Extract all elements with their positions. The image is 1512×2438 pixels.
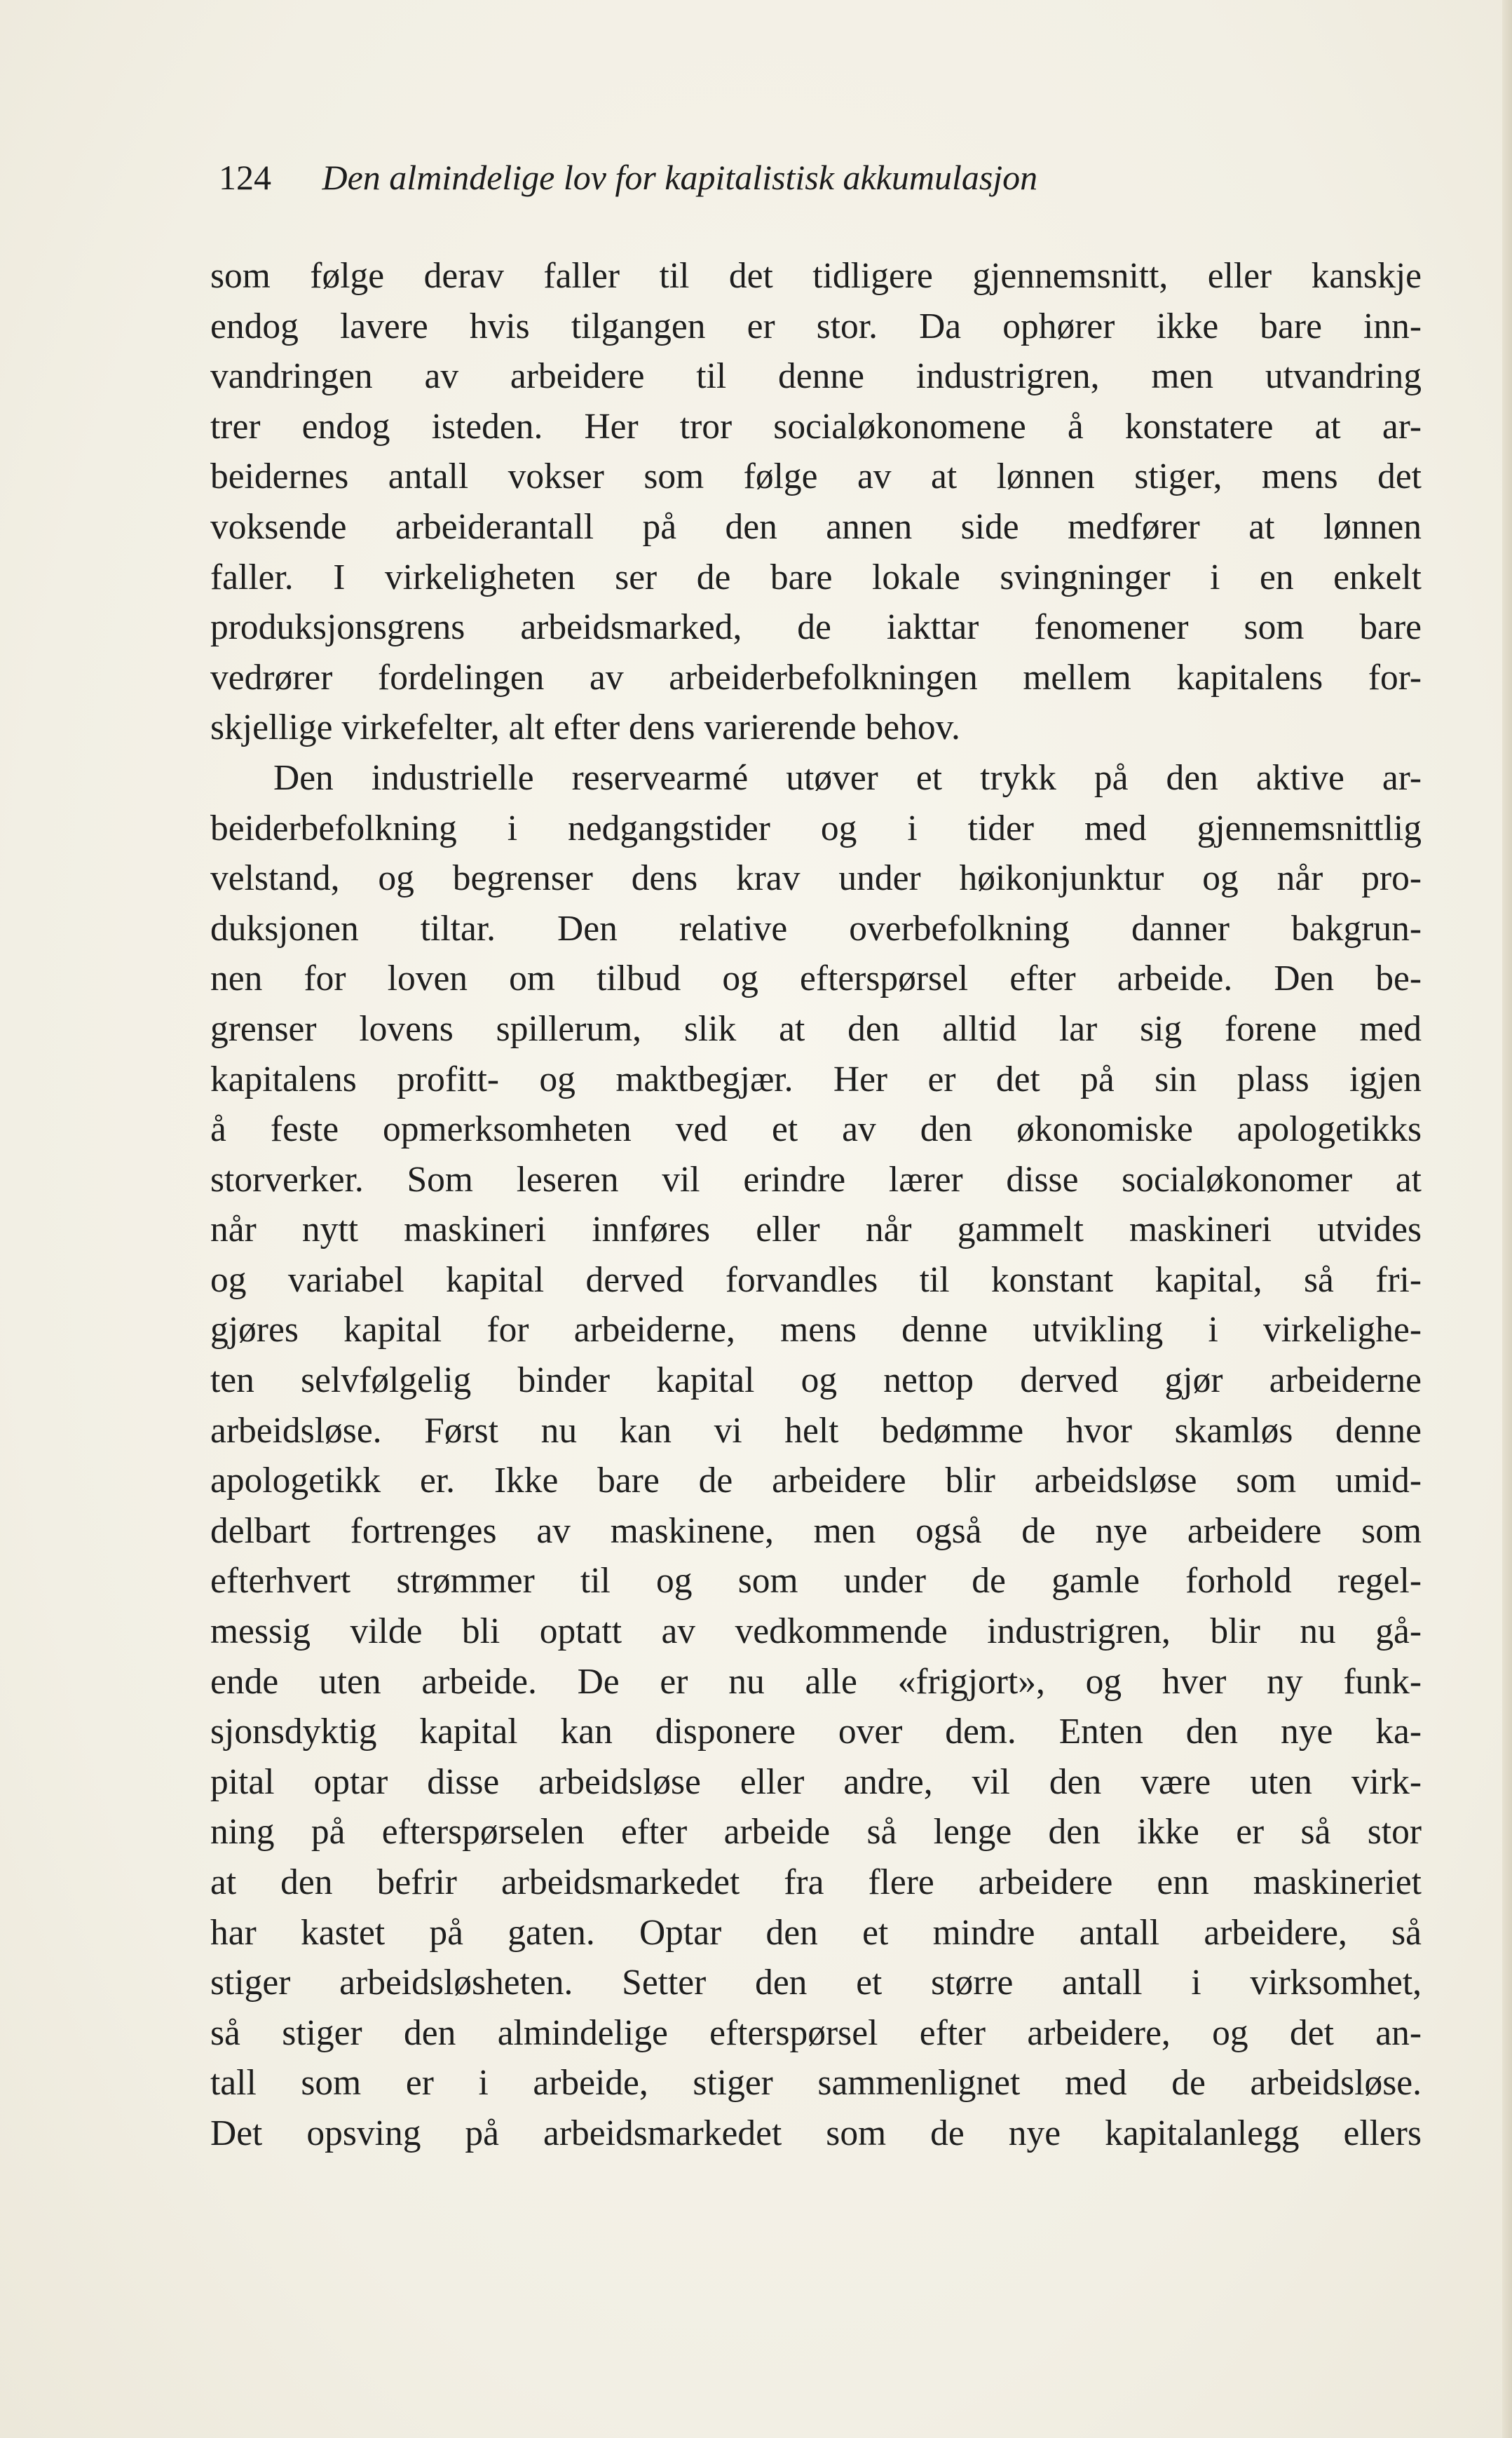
- text-line: efterhvert strømmer til og som under de gamle forhold regel-: [210, 1561, 1422, 1601]
- text-line: som følge derav faller til det tidligere gjennemsnitt, eller kanskje: [210, 256, 1422, 296]
- text-line: storverker. Som leseren vil erindre lærer disse socialøkonomer at: [210, 1159, 1422, 1200]
- text-line: når nytt maskineri innføres eller når gammelt maskineri utvides: [210, 1210, 1422, 1250]
- text-line: vandringen av arbeidere til denne industrigren, men utvandring: [210, 356, 1422, 397]
- paragraph-2: [210, 753, 1422, 2159]
- text-line: trer endog isteden. Her tror socialøkonomene å konstatere at ar-: [210, 406, 1422, 447]
- text-line: ning på efterspørselen efter arbeide så lenge den ikke er så stor: [210, 1812, 1422, 1853]
- text-line: kapitalens profitt- og maktbegjær. Her er det på sin plass igjen: [210, 1059, 1422, 1099]
- text-line: stiger arbeidsløsheten. Setter den et større antall i virksomhet,: [210, 1963, 1422, 2003]
- text-line: gjøres kapital for arbeiderne, mens denne utvikling i virkelighe-: [210, 1310, 1422, 1350]
- text-line: duksjonen tiltar. Den relative overbefolkning danner bakgrun-: [210, 908, 1422, 949]
- page-edge: [1502, 0, 1512, 2438]
- text-line: så stiger den almindelige efterspørsel efter arbeidere, og det an-: [210, 2012, 1422, 2053]
- page-number: 124: [219, 158, 271, 197]
- paragraph-1: [210, 251, 1422, 753]
- text-line: ten selvfølgelig binder kapital og nettop derved gjør arbeiderne: [210, 1360, 1422, 1401]
- text-line: apologetikk er. Ikke bare de arbeidere blir arbeidsløse som umid-: [210, 1461, 1422, 1501]
- text-line: beiderbefolkning i nedgangstider og i tider med gjennemsnittlig: [210, 808, 1422, 848]
- text-line: at den befrir arbeidsmarkedet fra flere arbeidere enn maskineriet: [210, 1862, 1422, 1902]
- text-line: delbart fortrenges av maskinene, men også de nye arbeidere som: [210, 1510, 1422, 1551]
- text-line: har kastet på gaten. Optar den et mindre antall arbeidere, så: [210, 1912, 1422, 1953]
- text-line: Det opsving på arbeidsmarkedet som de nye kapitalanlegg ellers: [210, 2113, 1422, 2153]
- text-line: tall som er i arbeide, stiger sammenlignet med de arbeidsløse.: [210, 2063, 1422, 2104]
- running-title: Den almindelige lov for kapitalistisk akkumulasjon: [322, 158, 1038, 197]
- text-line: pital optar disse arbeidsløse eller andre, vil den være uten virk-: [210, 1761, 1422, 1802]
- text-line: arbeidsløse. Først nu kan vi helt bedømme hvor skamløs denne: [210, 1410, 1422, 1451]
- text-line: voksende arbeiderantall på den annen side medfører at lønnen: [210, 506, 1422, 547]
- text-line: faller. I virkeligheten ser de bare lokale svingninger i en enkelt: [210, 557, 1422, 597]
- text-line: velstand, og begrenser dens krav under høikonjunktur og når pro-: [210, 858, 1422, 899]
- running-head: [219, 146, 1312, 209]
- text-line: og variabel kapital derved forvandles til konstant kapital, så fri-: [210, 1259, 1422, 1300]
- text-line: skjellige virkefelter, alt efter dens varierende behov.: [210, 707, 960, 748]
- text-line: messig vilde bli optatt av vedkommende industrigren, blir nu gå-: [210, 1611, 1422, 1652]
- text-line: ende uten arbeide. De er nu alle «frigjort», og hver ny funk-: [210, 1661, 1422, 1702]
- body-text: [210, 251, 1422, 2159]
- text-line: beidernes antall vokser som følge av at lønnen stiger, mens det: [210, 456, 1422, 497]
- text-line: nen for loven om tilbud og efterspørsel efter arbeide. Den be-: [210, 959, 1422, 999]
- text-line: sjonsdyktig kapital kan disponere over dem. Enten den nye ka-: [210, 1712, 1422, 1752]
- text-line: vedrører fordelingen av arbeiderbefolkningen mellem kapitalens for-: [210, 657, 1422, 698]
- text-line: endog lavere hvis tilgangen er stor. Da ophører ikke bare inn-: [210, 306, 1422, 346]
- text-line: grenser lovens spillerum, slik at den alltid lar sig forene med: [210, 1008, 1422, 1049]
- text-line: å feste opmerksomheten ved et av den økonomiske apologetikks: [210, 1109, 1422, 1150]
- text-line: produksjonsgrens arbeidsmarked, de iakttar fenomener som bare: [210, 607, 1422, 648]
- text-line: Den industrielle reservearmé utøver et trykk på den aktive ar-: [273, 757, 1422, 798]
